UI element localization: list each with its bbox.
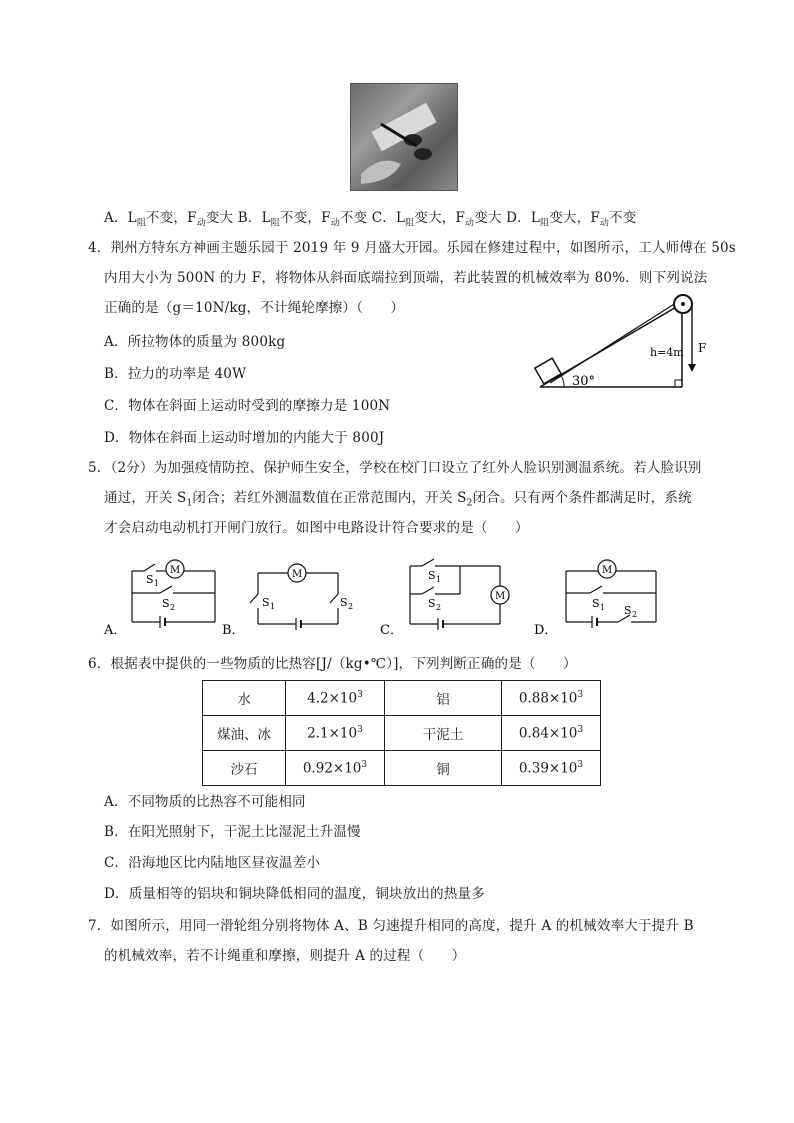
option-a-label: A． xyxy=(104,623,127,638)
q4-option-a: A．所拉物体的质量为 800kg xyxy=(104,334,286,350)
svg-text:S: S xyxy=(162,597,170,610)
q4-stem-line1: 4．荆州方特东方神画主题乐园于 2019 年 9 月盛大开园。乐园在修建过程中，如图所示，工人师傅在 50s xyxy=(88,240,736,256)
force-label: F xyxy=(698,341,707,355)
svg-text:1: 1 xyxy=(270,602,276,611)
svg-text:2: 2 xyxy=(348,602,354,611)
svg-text:1: 1 xyxy=(154,579,160,588)
svg-text:1: 1 xyxy=(600,603,606,612)
q7-stem-line2: 的机械效率，若不计绳重和摩擦，则提升 A 的过程（ ） xyxy=(104,948,466,964)
scissors-photo xyxy=(350,83,458,191)
block-icon xyxy=(535,358,561,384)
motor-label: M xyxy=(170,565,181,576)
svg-text:S: S xyxy=(262,596,270,609)
angle-label: 30° xyxy=(572,374,596,389)
q4-option-b: B．拉力的功率是 40W xyxy=(104,366,247,382)
svg-text:S: S xyxy=(428,569,436,582)
svg-text:2: 2 xyxy=(632,610,638,619)
table-row: 沙石 $0.92\times 10^3$ 铜 $0.39\times 10^3$ xyxy=(203,751,601,786)
circuit-a xyxy=(100,556,220,638)
q4-stem-line3: 正确的是（g＝10N/kg，不计绳轮摩擦）（ ） xyxy=(104,300,405,316)
q6-option-a: A．不同物质的比热容不可能相同 xyxy=(104,794,306,810)
option-b-label: B． xyxy=(222,623,245,638)
table-row: 水 $4.2\times 10^3$ 铝 $0.88\times 10^3$ xyxy=(203,681,601,716)
q5-stem-line3: 才会启动电动机打开闸门放行。如图中电路设计符合要求的是（ ） xyxy=(104,520,529,536)
q5-stem-line1: 5．（2分）为加强疫情防控、保护师生安全，学校在校门口设立了红外人脸识别测温系统。若人脸识别 xyxy=(88,460,702,476)
q7-stem-line1: 7．如图所示，用同一滑轮组分别将物体 A、B 匀速提升相同的高度，提升 A 的机械效率大于提升 B xyxy=(88,918,694,934)
svg-text:2: 2 xyxy=(170,603,176,612)
svg-text:S: S xyxy=(592,597,600,610)
svg-text:M: M xyxy=(292,569,303,580)
scissors-icon xyxy=(351,84,457,190)
svg-text:S: S xyxy=(146,573,154,586)
table-row: 煤油、冰 $2.1\times 10^3$ 干泥土 $0.84\times 10^3$ xyxy=(203,716,601,751)
q4-stem-line2: 内用大小为 500N 的力 F，将物体从斜面底端拉到顶端，若此装置的机械效率为 80%．则下列说法 xyxy=(104,270,708,286)
svg-text:1: 1 xyxy=(436,575,442,584)
circuit-b xyxy=(220,556,360,638)
svg-text:S: S xyxy=(428,597,436,610)
q4-option-c: C．物体在斜面上运动时受到的摩擦力是 100N xyxy=(104,398,391,414)
incline-figure xyxy=(530,290,720,395)
q6-option-b: B．在阳光照射下，干泥土比湿泥土升温慢 xyxy=(104,824,361,840)
height-label: h=4m xyxy=(650,346,684,359)
circuit-d xyxy=(532,556,662,638)
option-c-label: C． xyxy=(380,623,403,638)
force-arrow-icon xyxy=(688,364,696,372)
q6-option-c: C．沿海地区比内陆地区昼夜温差小 xyxy=(104,855,321,871)
svg-text:M: M xyxy=(602,565,613,576)
q3-options: A．$L_阻$不变，$F_动$变大 B．$L_阻$不变，$F_动$不变 C．$L_阻$变大，$F_动$变大 D．$L_阻$变大，$F_动$不变 xyxy=(104,210,637,229)
q5-stem-line2: 通过，开关 $S_1$闭合；若红外测温数值在正常范围内，开关 $S_2$闭合。只有两个条件都满足时，系统 xyxy=(104,490,692,509)
q6-option-d: D．质量相等的铝块和铜块降低相同的温度，铜块放出的热量多 xyxy=(104,886,485,902)
option-d-label: D． xyxy=(534,623,558,638)
svg-text:2: 2 xyxy=(436,603,442,612)
svg-text:M: M xyxy=(495,591,506,602)
q6-stem: 6．根据表中提供的一些物质的比热容[J/（kg•℃）]，下列判断正确的是（ ） xyxy=(88,656,577,672)
q4-option-d: D．物体在斜面上运动时增加的内能大于 800J xyxy=(104,430,385,446)
svg-text:S: S xyxy=(340,596,348,609)
circuit-c xyxy=(376,552,526,638)
specific-heat-table xyxy=(202,680,601,786)
svg-text:S: S xyxy=(624,604,632,617)
